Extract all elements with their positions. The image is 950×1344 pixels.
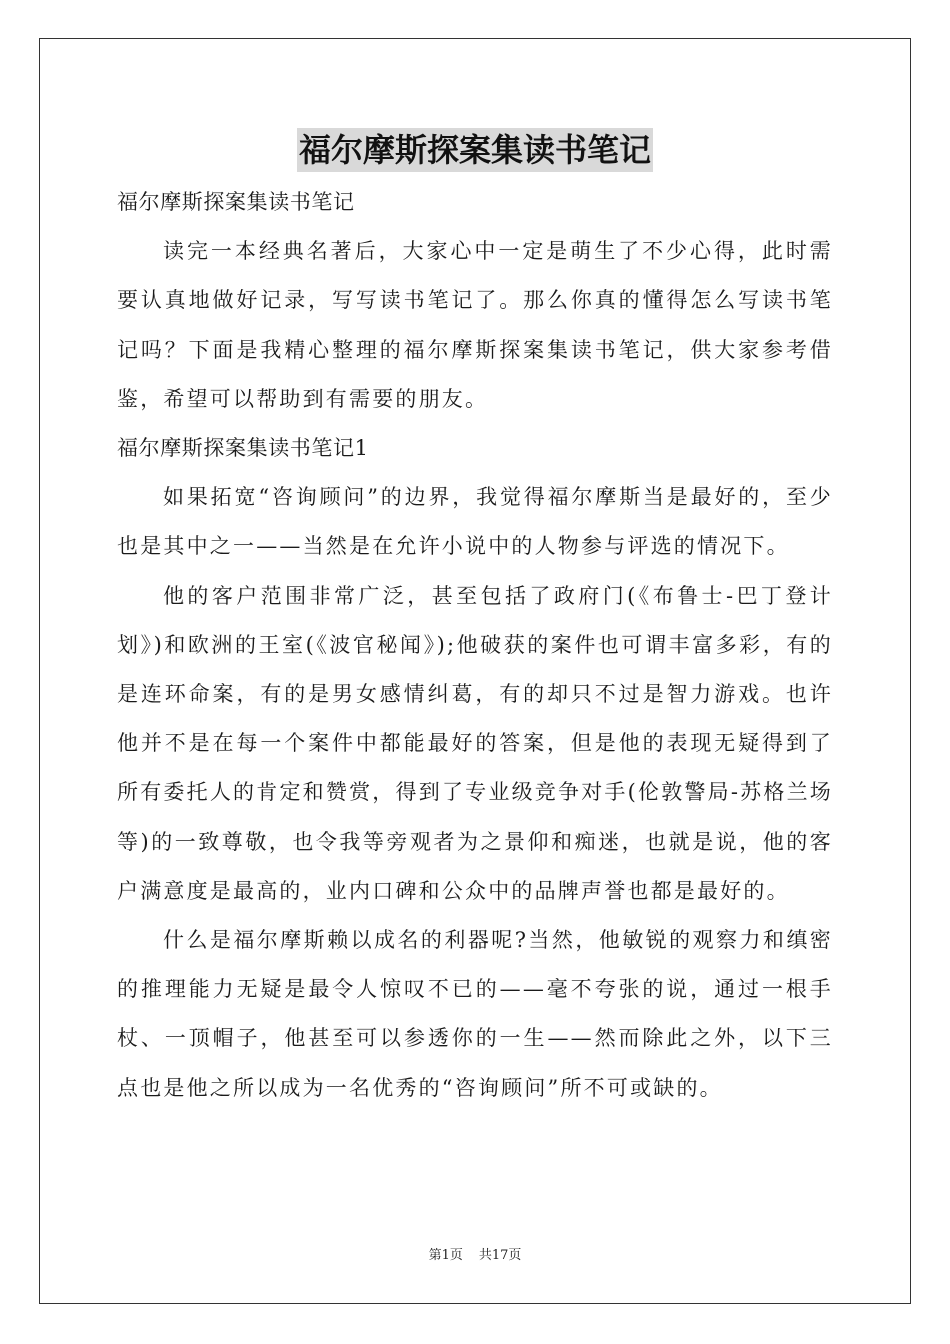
page-number: 第1页	[428, 1248, 463, 1263]
page-footer	[0, 1246, 950, 1266]
section-heading: 福尔摩斯探案集读书笔记1	[117, 436, 369, 461]
body-paragraph: 他的客户范围非常广泛，甚至包括了政府门(《布鲁士-巴丁登计划》)和欧洲的王室(《波官秘闻》);他破获的案件也可谓丰富多彩，有的是连环命案，有的是男女感情纠葛，有的却只不过是智力游戏。也许他并不是在每一个案件中都能最好的答案，但是他的表现无疑得到了所有委托人的肯定和赞赏，得到了专业级竞争对手(伦敦警局-苏格兰场等)的一致尊敬，也令我等旁观者为之景仰和痴迷，也就是说，他的客户满意度是最高的，业内口碑和公众中的品牌声誉也都是最好的。	[117, 583, 833, 903]
title-container	[0, 128, 950, 172]
body-paragraph: 如果拓宽“咨询顾问”的边界，我觉得福尔摩斯当是最好的，至少也是其中之一——当然是在允许小说中的人物参与评选的情况下。	[117, 485, 833, 559]
document-body	[117, 178, 833, 1113]
body-paragraph: 什么是福尔摩斯赖以成名的利器呢?当然，他敏锐的观察力和缜密的推理能力无疑是最令人惊叹不已的——毫不夸张的说，通过一根手杖、一顶帽子，他甚至可以参透你的一生——然而除此之外，以下三点也是他之所以成为一名优秀的“咨询顾问”所不可或缺的。	[117, 928, 833, 1100]
body-paragraph: 读完一本经典名著后，大家心中一定是萌生了不少心得，此时需要认真地做好记录，写写读书笔记了。那么你真的懂得怎么写读书笔记吗？下面是我精心整理的福尔摩斯探案集读书笔记，供大家参考借鉴，希望可以帮助到有需要的朋友。	[117, 239, 833, 411]
page-total: 共17页	[478, 1248, 522, 1263]
document-title: 福尔摩斯探案集读书笔记	[297, 128, 653, 172]
section-heading: 福尔摩斯探案集读书笔记	[117, 190, 355, 214]
